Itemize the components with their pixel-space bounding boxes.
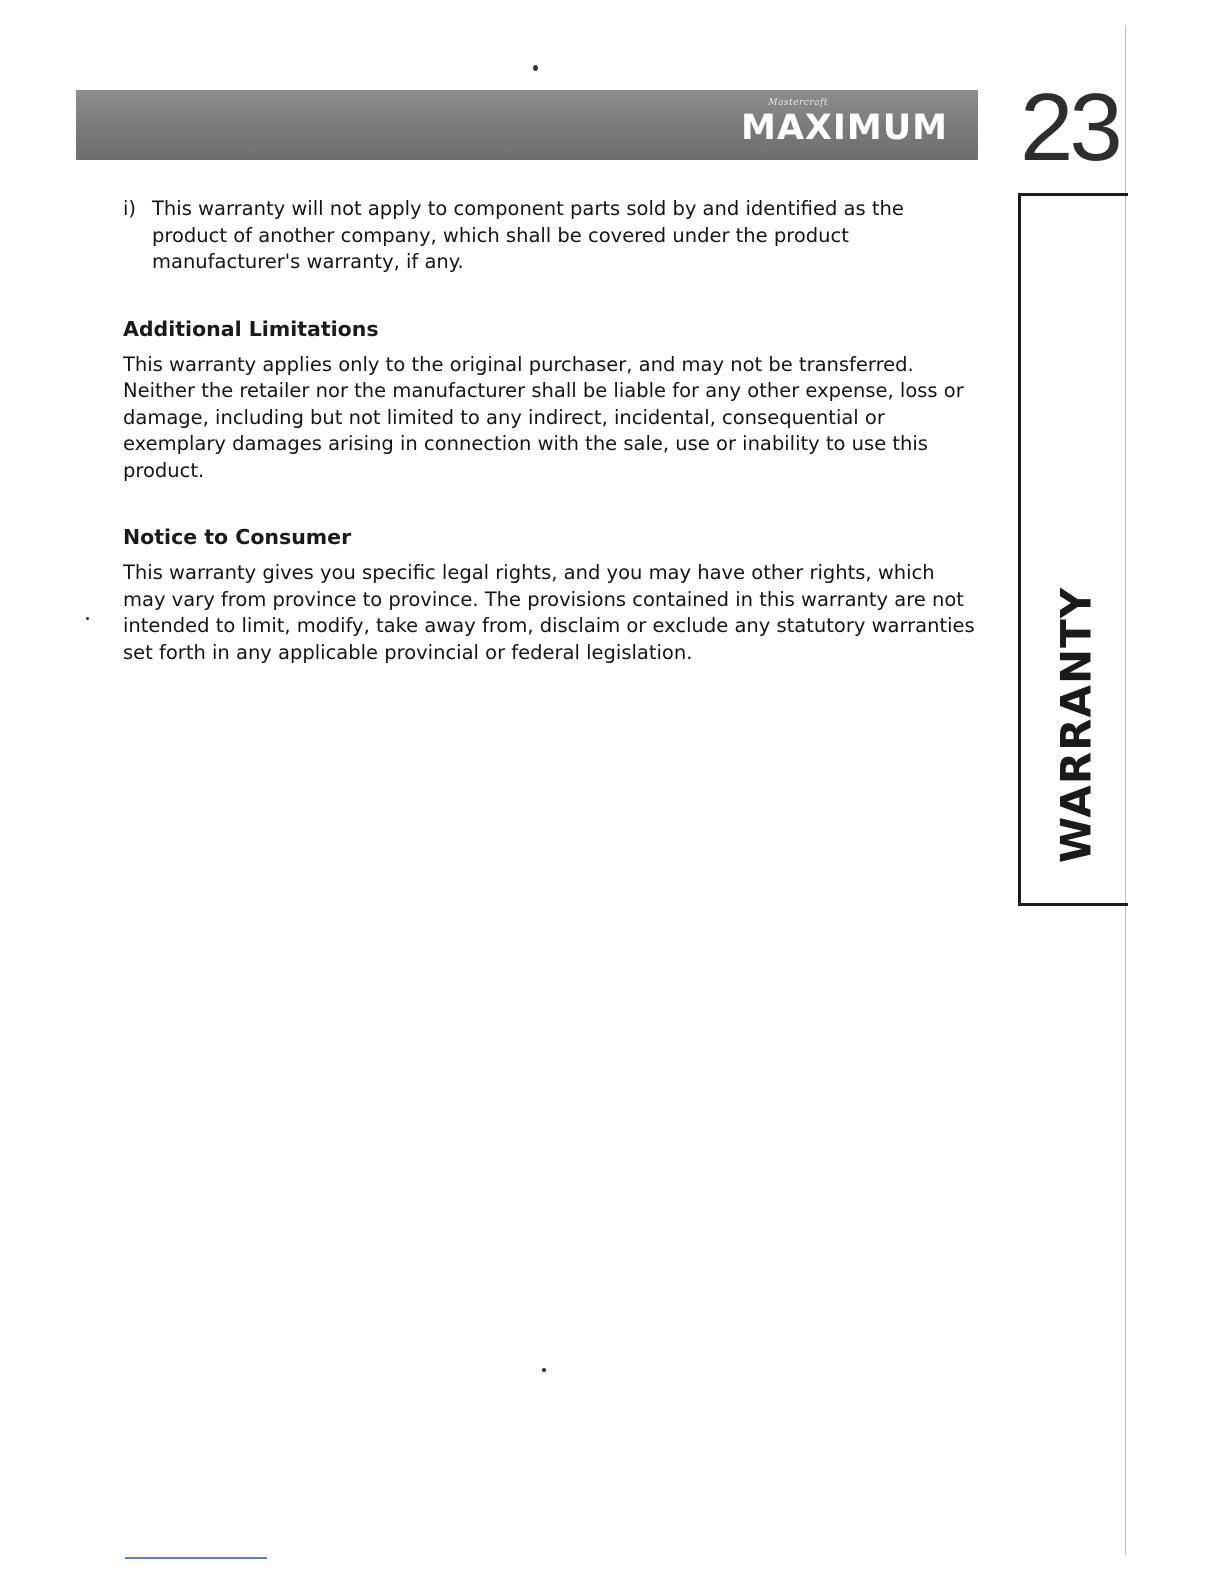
brand-logo-small: Mastercraft [768,98,828,108]
brand-logo [741,98,948,148]
scan-speck [86,617,89,620]
header-bar [76,90,978,160]
list-item-marker: i) [123,197,137,220]
notice-to-consumer-heading: Notice to Consumer [123,525,352,549]
bottom-rule [125,1557,267,1559]
section-tab-label: WARRANTY [1051,586,1101,864]
page-number: 23 [1020,74,1119,181]
scan-speck [542,1368,546,1372]
scan-speck [533,65,538,71]
brand-logo-main: MAXIMUM [740,108,948,148]
additional-limitations-body: This warranty applies only to the original purchaser, and may not be transferred. Neither the retailer nor the manufacturer shall be liable for any other expense, loss or damage, including but not limited to any indirect, incidental, consequential or exemplary damages arising in connection with the sale, use or inability to use this product. [123,352,964,482]
list-item-text: This warranty will not apply to component parts sold by and identified as the product of another company, which shall be covered under the product manufacturer's warranty, if any. [152,197,904,273]
warranty-content [123,196,983,666]
list-item-i [123,196,983,276]
additional-limitations-heading: Additional Limitations [123,316,379,341]
notice-to-consumer-body: This warranty gives you specific legal rights, and you may have other rights, which may vary from province to province. The provisions contained in this warranty are not intended to limit, modify, take away from, disclaim or exclude any statutory warranties set forth in any applicable provincial or federal legislation. [123,561,975,664]
